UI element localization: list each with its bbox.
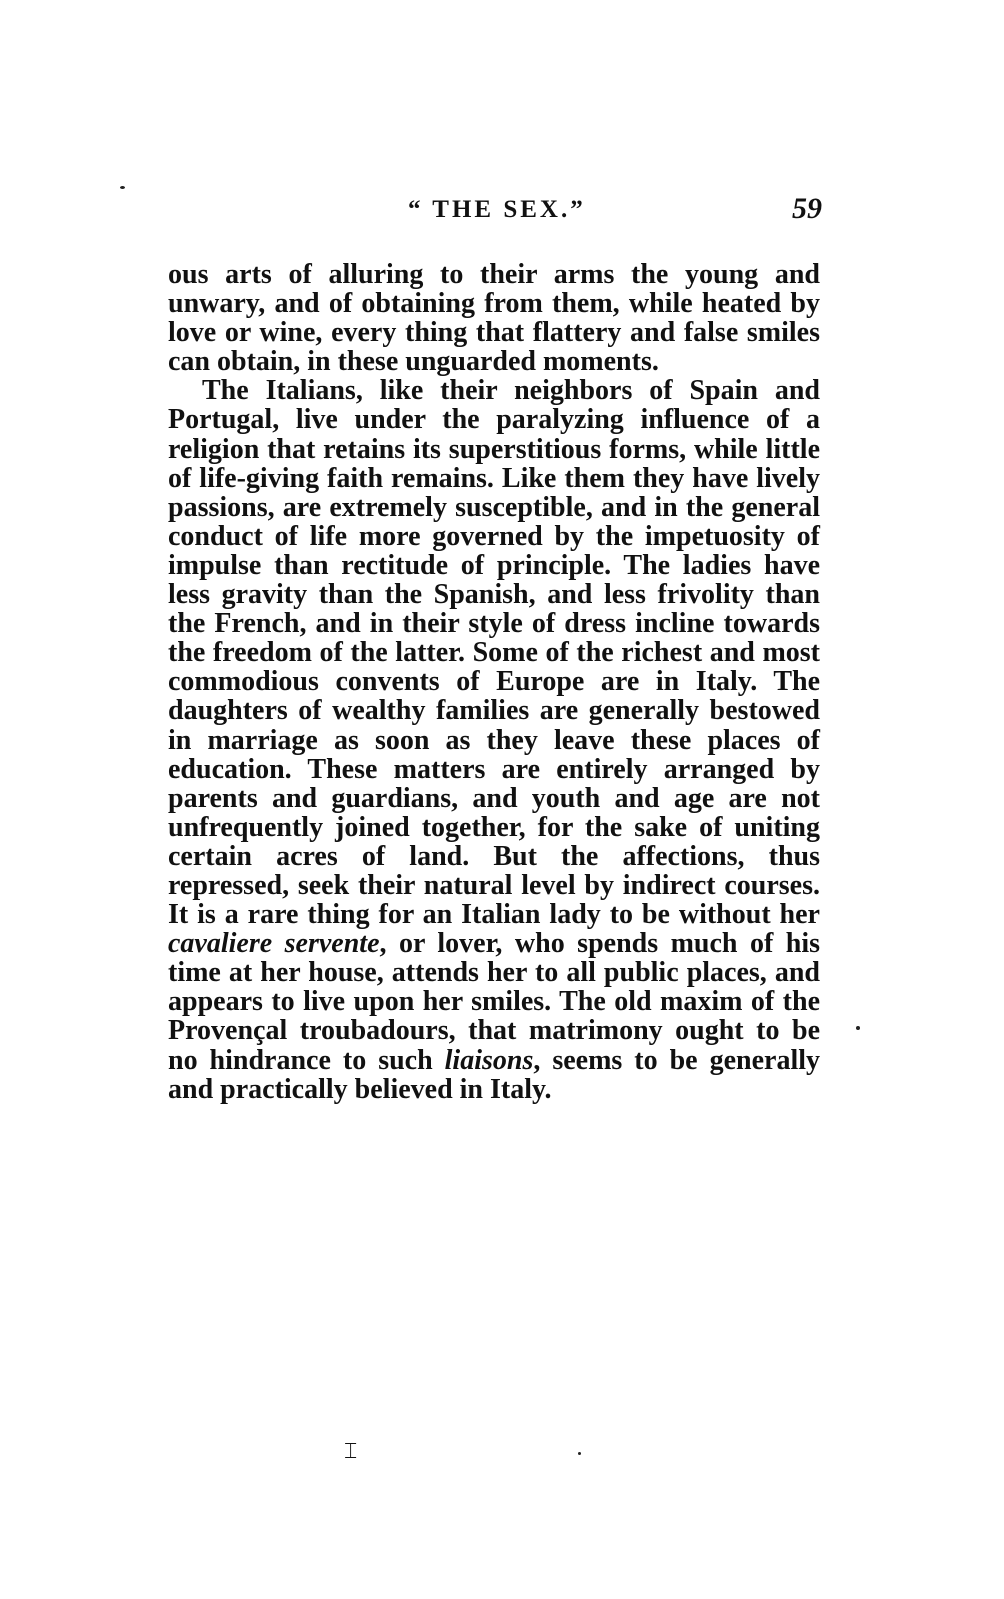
page-number: 59 xyxy=(792,192,822,225)
page-header xyxy=(168,192,824,232)
margin-speck-top-left xyxy=(120,186,125,189)
body-text xyxy=(168,260,820,1104)
margin-speck-right xyxy=(856,1026,860,1030)
running-head: “ THE SEX.” xyxy=(408,196,586,223)
paragraph: ous arts of alluring to their arms the young and unwary, and of obtaining from them, while heated by love or wine, every thing that flattery and false smiles can obtain, in these unguarded moments. xyxy=(168,259,820,378)
margin-speck-bottom xyxy=(578,1452,581,1455)
paragraph-text: The Italians, like their neighbors of Spain and Portugal, live under the paralyzing influence of a religion that retains its superstitious forms, while little of life-giving faith remains. Like them they have lively passions, are extremely susceptible, and in the general conduct of life more governed by the impetuosity of impulse than rectitude of principle. The ladies have less gravity than the Spanish, and less frivolity than the French, and in their style of dress incline towards the freedom of the latter. Some of the richest and most commodious convents of Europe are in Italy. The daughters of wealthy families are generally bestowed in marriage as soon as they leave these places of education. These matters are entirely arranged by parents and guardians, and youth and age are not unfrequently joined together, for the sake of uniting certain acres of land. But the affections, thus repressed, seek their natural level by indirect courses. It is a rare thing for an Italian lady to be without her xyxy=(168,375,820,931)
italic-term: cavaliere servente xyxy=(168,928,380,960)
paragraph-text: , or lover, who spends much of his time at her house, attends her to all public places, and appears to live upon her smiles. The old maxim of the Provençal troubadours, that matrimony ought to be no hindrance to such xyxy=(168,928,820,1076)
paragraph-text: , seems to be generally and practically believed in Italy. xyxy=(168,1044,820,1105)
paragraph xyxy=(168,376,820,1103)
printer-mark: ⌶ xyxy=(344,1438,358,1463)
italic-term: liaisons xyxy=(444,1044,534,1076)
